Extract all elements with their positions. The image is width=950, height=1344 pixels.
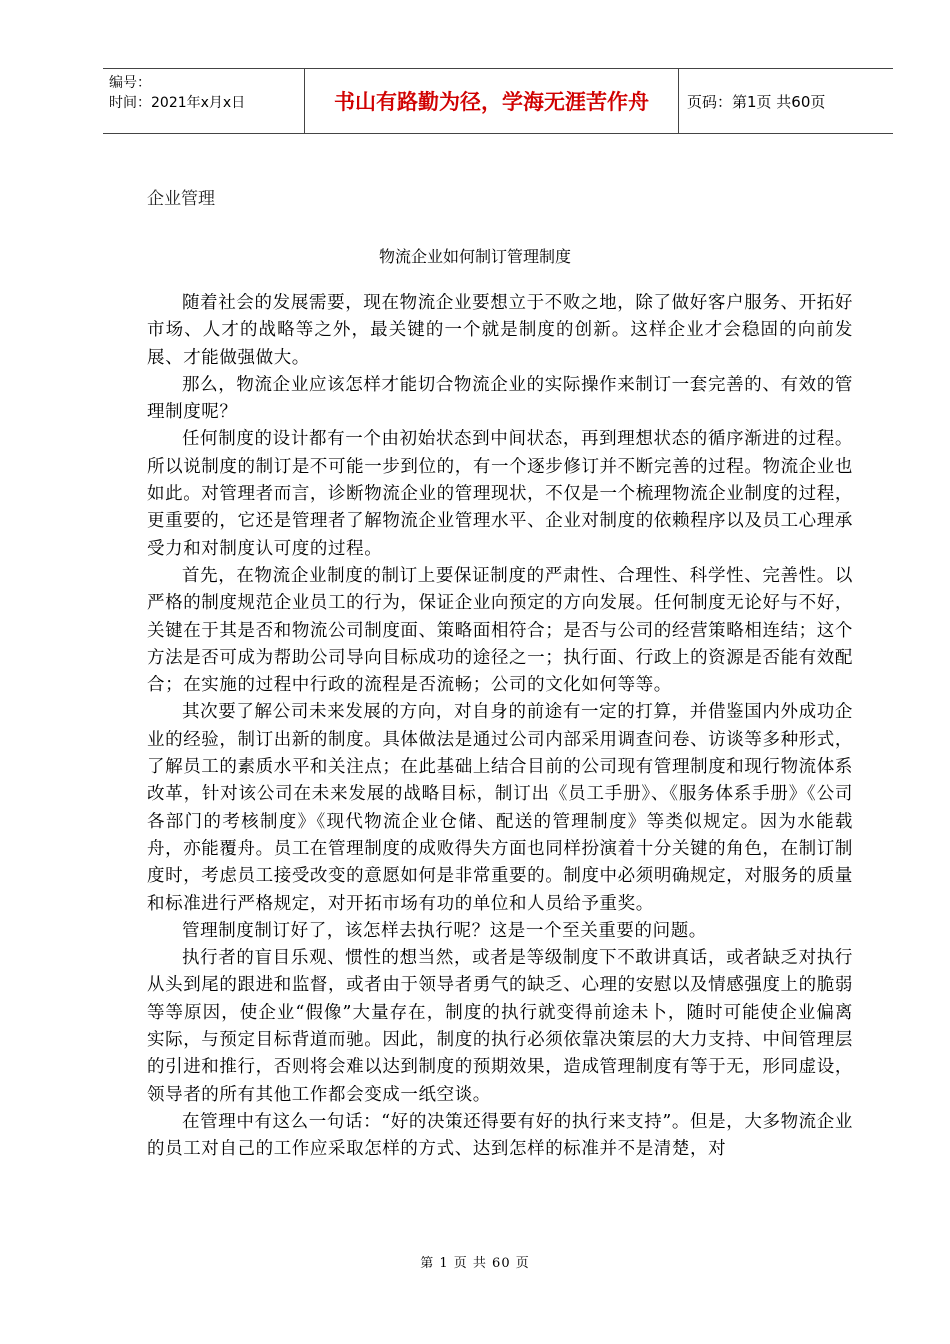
page-header — [103, 68, 893, 134]
paragraph: 随着社会的发展需要，现在物流企业要想立于不败之地，除了做好客户服务、开拓好市场、人才的战略等之外，最关键的一个就是制度的创新。这样企业才会稳固的向前发展、才能做强做大。 — [147, 293, 853, 368]
paragraph: 管理制度制订好了，该怎样去执行呢？这是一个至关重要的问题。 — [182, 920, 707, 941]
document-category: 企业管理 — [147, 189, 215, 209]
document-number-label: 编号： — [109, 75, 151, 91]
paragraph: 那么，物流企业应该怎样才能切合物流企业的实际操作来制订一套完善的、有效的管理制度呢？ — [147, 374, 853, 423]
page-footer: 第 1 页 共 60 页 — [420, 1256, 530, 1271]
document-title: 物流企业如何制订管理制度 — [378, 247, 571, 266]
document-time-label: 时间：2021年x月x日 — [109, 95, 246, 111]
paragraph: 执行者的盲目乐观、惯性的想当然，或者是等级制度下不敢讲真话，或者缺乏对执行从头到尾的跟进和监督，或者由于领导者勇气的缺乏、心理的安慰以及情感强度上的脆弱等等原因，使企业“假像”大量存在，制度的执行就变得前途未卜，随时可能使企业偏离实际，与预定目标背道而驰。因此，制度的执行必须依靠决策层的大力支持、中间管理层的引进和推行，否则将会难以达到制度的预期效果，造成管理制度有等于无，形同虚设，领导者的所有其他工作都会变成一纸空谈。 — [147, 948, 853, 1105]
header-meta-cell — [103, 69, 305, 133]
paragraph: 其次要了解公司未来发展的方向，对自身的前途有一定的打算，并借鉴国内外成功企业的经验，制订出新的制度。具体做法是通过公司内部采用调查问卷、访谈等多种形式，了解员工的素质水平和关注点；在此基础上结合目前的公司现有管理制度和现行物流体系改革，针对该公司在未来发展的战略目标，制订出《员工手册》、《服务体系手册》《公司各部门的考核制度》《现代物流企业仓储、配送的管理制度》等类似规定。因为水能载舟，亦能覆舟。员工在管理制度的成败得失方面也同样扮演着十分关键的角色，在制订制度时，考虑员工接受改变的意愿如何是非常重要的。制度中必须明确规定，对服务的质量和标准进行严格规定，对开拓市场有功的单位和人员给予重奖。 — [147, 702, 853, 914]
header-page-number: 页码：第1页 共60页 — [687, 92, 826, 111]
header-motto: 书山有路勤为径，学海无涯苦作舟 — [305, 69, 679, 133]
document-body — [147, 290, 853, 1164]
paragraph: 任何制度的设计都有一个由初始状态到中间状态，再到理想状态的循序渐进的过程。所以说制度的制订是不可能一步到位的，有一个逐步修订并不断完善的过程。物流企业也如此。对管理者而言，诊断物流企业的管理现状，不仅是一个梳理物流企业制度的过程，更重要的，它还是管理者了解物流企业管理水平、企业对制度的依赖程序以及员工心理承受力和对制度认可度的过程。 — [147, 429, 853, 559]
paragraph: 在管理中有这么一句话：“好的决策还得要有好的执行来支持”。但是，大多物流企业的员工对自己的工作应采取怎样的方式、达到怎样的标准并不是清楚，对 — [147, 1111, 853, 1160]
paragraph: 首先，在物流企业制度的制订上要保证制度的严肃性、合理性、科学性、完善性。以严格的制度规范企业员工的行为，保证企业向预定的方向发展。任何制度无论好与不好，关键在于其是否和物流公司制度面、策略面相符合；是否与公司的经营策略相连结；这个方法是否可成为帮助公司导向目标成功的途径之一；执行面、行政上的资源是否能有效配合；在实施的过程中行政的流程是否流畅；公司的文化如何等等。 — [147, 565, 853, 696]
